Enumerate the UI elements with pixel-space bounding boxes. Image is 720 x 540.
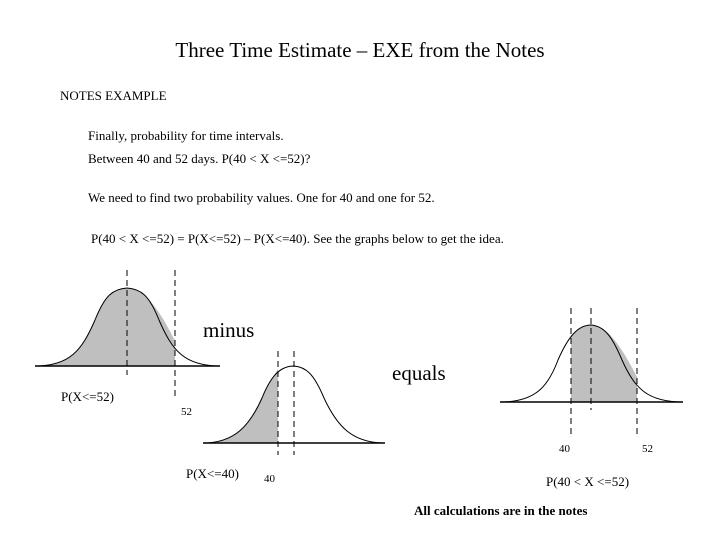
equals-operator: equals bbox=[392, 361, 446, 385]
notes-example-label: NOTES EXAMPLE bbox=[60, 88, 167, 103]
graph3-probability-label: P(40 < X <=52) bbox=[546, 474, 630, 489]
body-line-1: Finally, probability for time intervals. bbox=[88, 128, 284, 143]
footer-note: All calculations are in the notes bbox=[414, 503, 588, 518]
body-line-3: We need to find two probability values. One for 40 and one for 52. bbox=[88, 190, 435, 205]
graph3-tick-52: 52 bbox=[642, 443, 653, 455]
graph2-tick-40: 40 bbox=[264, 473, 275, 485]
body-line-4: P(40 < X <=52) = P(X<=52) – P(X<=40). See the graphs below to get the idea. bbox=[91, 231, 504, 246]
graph2-probability-label: P(X<=40) bbox=[186, 466, 239, 481]
graph1-probability-label: P(X<=52) bbox=[61, 389, 114, 404]
shaded-area-between-40-and-52 bbox=[571, 325, 637, 402]
graph3-tick-40: 40 bbox=[559, 443, 570, 455]
minus-operator: minus bbox=[203, 318, 255, 342]
slide-title: Three Time Estimate – EXE from the Notes bbox=[175, 38, 545, 62]
body-line-2: Between 40 and 52 days. P(40 < X <=52)? bbox=[88, 151, 311, 166]
graph1-tick-52: 52 bbox=[181, 406, 192, 418]
